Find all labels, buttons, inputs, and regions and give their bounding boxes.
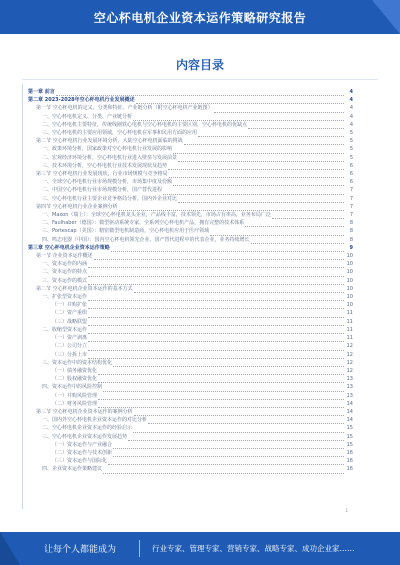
toc-entry-page: 12	[346, 343, 353, 350]
toc-entry[interactable]	[28, 203, 353, 211]
report-header-bar	[0, 0, 400, 34]
toc-entry-text: 三、空心杯电机企业资本运作发展趋势	[42, 433, 128, 440]
toc-leader-dots	[103, 469, 344, 474]
toc-leader-dots	[88, 313, 344, 318]
toc-leader-dots	[113, 444, 344, 449]
toc-entry-text: （二）股权融资优化	[52, 376, 98, 383]
toc-entry-text: （三）分拆上市	[52, 351, 88, 358]
toc-entry-text: （二）资产重组	[52, 310, 88, 317]
toc-entry[interactable]	[28, 408, 353, 416]
toc-entry[interactable]	[28, 236, 353, 244]
toc-leader-dots	[272, 214, 344, 219]
toc-entry-text: （二）财务风险管理	[52, 400, 98, 407]
toc-entry-text: 第一章 前言	[28, 89, 55, 95]
toc-entry[interactable]	[28, 195, 353, 203]
toc-entry-page: 5	[349, 130, 353, 137]
toc-entry-page: 10	[346, 302, 353, 309]
toc-leader-dots	[98, 370, 344, 375]
footer-bar	[0, 532, 400, 565]
toc-entry-text: （三）战略联盟	[52, 318, 88, 325]
toc-entry-page: 14	[346, 408, 353, 415]
toc-leader-dots	[168, 165, 344, 170]
toc-entry[interactable]	[28, 400, 353, 408]
toc-entry[interactable]	[28, 88, 353, 96]
toc-entry-page: 7	[349, 203, 353, 210]
toc-entry[interactable]	[28, 293, 353, 301]
toc-entry[interactable]	[28, 137, 353, 145]
toc-entry[interactable]	[28, 359, 353, 367]
toc-entry-page: 15	[346, 441, 353, 448]
toc-leader-dots	[88, 354, 344, 359]
toc-entry-page: 9	[349, 244, 353, 251]
toc-entry[interactable]	[28, 277, 353, 285]
toc-entry-text: 第二章 2023-2028年空心杯电机行业发展概述	[28, 97, 135, 104]
report-title: 空心杯电机企业资本运作策略研究报告	[93, 11, 307, 25]
toc-entry-text: 第二节 空心杯电机企业资本运作的基本方式	[36, 285, 133, 292]
toc-entry-text: 三、资本运作中的资本结构优化	[42, 359, 113, 366]
toc-entry-text: 第三节 空心杯电机行业发展现状，行业市场规模与竞争格局	[36, 171, 168, 178]
toc-entry[interactable]	[28, 145, 353, 153]
toc-entry-text: （一）并购风险管理	[52, 392, 98, 399]
toc-entry-page: 13	[346, 376, 353, 383]
toc-entry-text: 一、国内外空心杯电机企业资本运作的对比分析	[42, 417, 148, 424]
toc-entry-text: 第一节 空心杯电机的定义、分类和特征、产业链分析（附空心杯电机产业链图）	[36, 105, 213, 112]
toc-entry-text: 二、收缩型资本运作	[42, 326, 88, 333]
toc-entry[interactable]	[28, 244, 353, 252]
toc-entry-page: 12	[346, 351, 353, 358]
toc-entry-text: （一）资产剥离	[52, 335, 88, 342]
toc-entry-page: 16	[346, 466, 353, 473]
toc-entry-text: 一、Maxon（瑞士）：全球空心杯电机龙头企业，产品线丰富，技术领先，市场占有率高，业务布局广泛	[42, 212, 271, 219]
toc-entry[interactable]	[28, 211, 353, 219]
toc-entry-page: 6	[349, 171, 353, 178]
toc-entry-text: 一、空心杯电机定义、分类、产业链分析	[42, 113, 133, 120]
toc-entry-page: 5	[349, 154, 353, 161]
toc-entry-page: 10	[346, 294, 353, 301]
toc-entry-text: 二、空心杯电机主要特征，传统线圈铁心电机与空心杯电机的主要区别，空心杯电机的优缺点	[42, 121, 248, 128]
toc-entry-page: 6	[349, 162, 353, 169]
toc-entry[interactable]	[28, 433, 353, 441]
footer-divider	[139, 540, 140, 557]
footer-tagline: 行业专家、管理专家、营销专家、战略专家、成功企业家……	[152, 544, 355, 553]
toc-entry-page: 11	[346, 335, 353, 342]
toc-entry-text: 第一节 企业资本运作概述	[36, 253, 93, 260]
toc-leader-dots	[88, 321, 344, 326]
toc-leader-dots	[198, 132, 344, 137]
toc-leader-dots	[88, 329, 344, 334]
toc-leader-dots	[88, 296, 344, 301]
toc-entry-text: 一、政策环境分析，国家政策对空心杯电机行业发展的影响	[42, 146, 173, 153]
toc-title: 内容目录	[175, 58, 224, 72]
toc-entry[interactable]	[28, 383, 353, 391]
toc-entry-page: 12	[346, 367, 353, 374]
toc-entry-text: 三、技术环境分析，空心杯电机行业技术发展现状及趋势	[42, 162, 168, 169]
page-number: 1	[345, 508, 348, 513]
toc-entry-text: 二、Faulhaber（德国）：微型驱动系统专家，全系列空心杯电机产品，拥有完整的技术体系	[42, 220, 245, 227]
toc-entry-text: 四、资本运作中的风险控制	[42, 384, 103, 391]
toc-leader-dots	[178, 157, 344, 162]
toc-entry-page: 8	[349, 236, 353, 243]
toc-leader-dots	[128, 436, 344, 441]
toc-entry-text: 四、企业资本运作策略建议	[42, 466, 103, 473]
toc-entry-page: 11	[346, 310, 353, 317]
toc-entry[interactable]	[28, 351, 353, 359]
toc-entry-text: （二）公司分立	[52, 343, 88, 350]
toc-entry[interactable]	[28, 309, 353, 317]
toc-entry-text: 三、资本运作的模式	[42, 277, 88, 284]
toc-entry[interactable]	[28, 268, 353, 276]
toc-entry-text: 第三章 空心杯电机企业资本运作策略	[28, 244, 110, 251]
toc-leader-dots	[251, 239, 344, 244]
toc-entry[interactable]	[28, 441, 353, 449]
toc-leader-dots	[98, 378, 344, 383]
toc-entry-page: 10	[346, 253, 353, 260]
toc-entry[interactable]	[28, 96, 353, 104]
toc-entry-text: 第四节 空心杯电机行业企业案例分析	[36, 203, 118, 210]
toc-entry-text: 一、全球空心杯电机行业市场规模分析，市场集中度及份额	[42, 179, 173, 186]
toc-leader-dots	[111, 247, 344, 252]
toc-entry-page: 13	[346, 384, 353, 391]
toc-entry-page: 10	[346, 277, 353, 284]
toc-leader-dots	[108, 460, 344, 465]
toc-entry-page: 16	[346, 449, 353, 456]
toc-entry[interactable]	[28, 178, 353, 186]
toc-entry-page: 12	[346, 359, 353, 366]
toc-entry[interactable]	[28, 113, 353, 121]
toc-entry[interactable]	[28, 342, 353, 350]
toc-entry-text: （一）并购扩张	[52, 302, 88, 309]
toc-leader-dots	[88, 272, 344, 277]
toc-entry[interactable]	[28, 227, 353, 235]
toc-leader-dots	[148, 419, 344, 424]
table-of-contents	[28, 88, 353, 474]
toc-entry-page: 7	[349, 212, 353, 219]
toc-entry-page: 5	[349, 146, 353, 153]
toc-leader-dots	[184, 140, 344, 145]
toc-leader-dots	[133, 428, 344, 433]
toc-side-line	[22, 84, 23, 509]
toc-leader-dots	[98, 403, 344, 408]
toc-entry[interactable]	[28, 219, 353, 227]
toc-entry[interactable]	[28, 334, 353, 342]
toc-entry[interactable]	[28, 170, 353, 178]
toc-entry-text: 三、空心杯电机的主要应用领域，空心杯电机在军事和民用方面的应用	[42, 130, 198, 137]
toc-entry-page: 10	[346, 261, 353, 268]
toc-leader-dots	[88, 304, 344, 309]
toc-entry-text: 二、空心杯电机企业资本运作的经验启示	[42, 425, 133, 432]
toc-leader-dots	[163, 190, 344, 195]
toc-entry[interactable]	[28, 326, 353, 334]
footer-slogan: 让每个人都能成为	[44, 545, 117, 555]
toc-entry-page: 14	[346, 417, 353, 424]
toc-entry-page: 11	[346, 326, 353, 333]
toc-entry-page: 15	[346, 433, 353, 440]
toc-leader-dots	[113, 362, 344, 367]
toc-entry-page: 4	[349, 121, 353, 128]
toc-entry-page: 16	[346, 458, 353, 465]
toc-entry-text: （二）资本运作与技术创新	[52, 449, 113, 456]
toc-leader-dots	[88, 346, 344, 351]
toc-leader-dots	[134, 288, 344, 293]
toc-entry[interactable]	[28, 129, 353, 137]
toc-entry[interactable]	[28, 416, 353, 424]
toc-leader-dots	[214, 108, 344, 113]
toc-entry-text: 二、宏观经济环境分析，空心杯电机行业进入壁垒与发展前景	[42, 154, 178, 161]
toc-entry-page: 4	[349, 113, 353, 120]
toc-entry-page: 4	[349, 89, 353, 95]
toc-entry-text: 三、Portescap（美国）：精密微型电机制造商，空心杯电机应用于医疗领域	[42, 228, 210, 235]
toc-entry-text: （一）债务融资优化	[52, 367, 98, 374]
toc-leader-dots	[103, 387, 344, 392]
toc-entry[interactable]	[28, 424, 353, 432]
toc-entry[interactable]	[28, 252, 353, 260]
toc-entry-text: 二、资本运作的特点	[42, 269, 88, 276]
toc-entry-text: （三）资本运作与国际化	[52, 458, 108, 465]
toc-entry-text: 第二节 空心杯电机行业发展环境分析，大陆空心杯电机面临的挑战	[36, 138, 183, 145]
toc-entry-page: 14	[346, 400, 353, 407]
toc-entry-page: 10	[346, 285, 353, 292]
toc-entry-page: 6	[349, 179, 353, 186]
toc-entry[interactable]	[28, 301, 353, 309]
toc-entry-page: 7	[349, 195, 353, 202]
toc-entry-text: 三、空心杯电机行业主要企业竞争格局分析，国内外企业对比	[42, 195, 178, 202]
toc-leader-dots	[169, 173, 344, 178]
toc-entry-text: 第三节 空心杯电机企业资本运作的案例分析	[36, 408, 133, 415]
toc-entry-text: 一、扩张型资本运作	[42, 294, 88, 301]
toc-entry-text: （一）资本运作与产业融合	[52, 441, 113, 448]
toc-entry[interactable]	[28, 186, 353, 194]
toc-entry[interactable]	[28, 392, 353, 400]
toc-entry-page: 8	[349, 220, 353, 227]
toc-entry-page: 13	[346, 392, 353, 399]
toc-entry-text: 四、鸣志电器（中国）：国内空心杯电机领先企业，国产替代进程中的代表企业，业务持续增长	[42, 236, 250, 243]
toc-entry[interactable]	[28, 285, 353, 293]
toc-leader-dots	[98, 395, 344, 400]
toc-entry[interactable]	[28, 162, 353, 170]
toc-entry-page: 7	[349, 187, 353, 194]
toc-entry-page: 11	[346, 318, 353, 325]
toc-entry-page: 4	[349, 105, 353, 112]
toc-entry[interactable]	[28, 104, 353, 112]
toc-entry[interactable]	[28, 318, 353, 326]
toc-leader-dots	[94, 255, 344, 260]
toc-entry-text: 二、中国空心杯电机行业市场规模分析，国产替代进程	[42, 187, 163, 194]
toc-entry-text: 一、资本运作的内涵	[42, 261, 88, 268]
toc-entry[interactable]	[28, 154, 353, 162]
toc-leader-dots	[88, 337, 344, 342]
toc-entry[interactable]	[28, 375, 353, 383]
toc-entry[interactable]	[28, 465, 353, 473]
toc-leader-dots	[248, 124, 344, 129]
toc-leader-dots	[173, 149, 344, 154]
toc-entry-page: 15	[346, 425, 353, 432]
toc-entry[interactable]	[28, 449, 353, 457]
toc-entry[interactable]	[28, 260, 353, 268]
toc-entry-page: 8	[349, 228, 353, 235]
toc-entry-page: 4	[349, 97, 353, 104]
toc-entry[interactable]	[28, 367, 353, 375]
toc-leader-dots	[134, 411, 344, 416]
toc-leader-dots	[173, 181, 344, 186]
toc-leader-dots	[245, 222, 344, 227]
toc-entry[interactable]	[28, 457, 353, 465]
toc-entry-page: 5	[349, 138, 353, 145]
toc-leader-dots	[113, 452, 344, 457]
toc-leader-dots	[88, 263, 344, 268]
toc-title-divider	[22, 79, 378, 80]
toc-entry[interactable]	[28, 121, 353, 129]
toc-entry-page: 10	[346, 269, 353, 276]
toc-leader-dots	[178, 198, 344, 203]
